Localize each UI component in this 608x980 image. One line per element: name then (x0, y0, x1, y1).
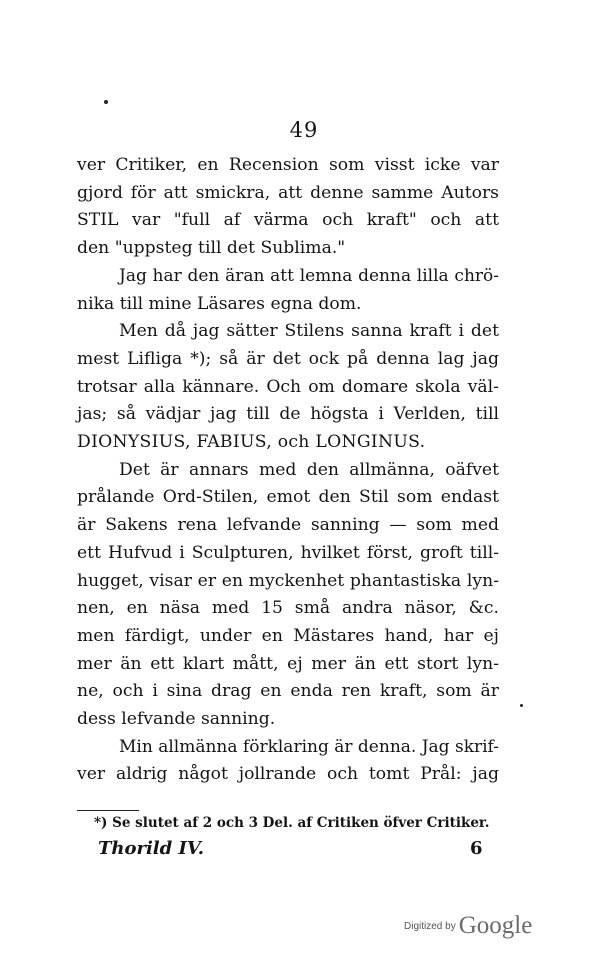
text-line: trotsar alla kännare. Och om domare skola väl- (77, 376, 499, 397)
signature-mark: Thorild IV. (98, 838, 205, 859)
footnote: *) Se slutet af 2 och 3 Del. af Critiken öfver Critiker. (94, 815, 490, 831)
text-line: ver aldrig något jollrande och tomt Prål: jag (77, 764, 499, 785)
text-line: den "uppsteg till det Sublima." (77, 238, 346, 259)
paragraph (77, 318, 499, 457)
text-line: gjord för att smickra, att denne samme Autors (77, 182, 499, 203)
text-line: mer än ett klart mått, ej mer än ett stort lyn- (77, 653, 499, 674)
text-line: prålande Ord-Stilen, emot den Stil som endast (77, 487, 499, 508)
text-line: nika till mine Läsares egna dom. (77, 293, 362, 314)
text-line: ne, och i sina drag en enda ren kraft, som är (77, 681, 499, 702)
gathering-mark: 6 (470, 838, 483, 859)
paragraph (77, 457, 499, 734)
body-text (77, 152, 499, 789)
paragraph (77, 734, 499, 789)
text-line: Men då jag sätter Stilens sanna kraft i det (119, 321, 499, 342)
text-line: Jag har den äran att lemna denna lilla chrö- (119, 265, 499, 286)
text-line: nen, en näsa med 15 små andra näsor, &c. (77, 598, 499, 619)
ink-speck (520, 704, 523, 707)
text-line: dess lefvande sanning. (77, 709, 276, 730)
text-line: DIONYSIUS, FABIUS, och LONGINUS. (77, 432, 426, 453)
text-line: men färdigt, under en Mästares hand, har ej (77, 625, 499, 646)
text-line: ver Critiker, en Recension som visst icke var (77, 155, 499, 175)
text-line: mest Lifliga *); så är det ock på denna lag jag (77, 348, 499, 369)
text-line: Min allmänna förklaring är denna. Jag skrif- (119, 736, 499, 757)
text-line: ett Hufvud i Sculpturen, hvilket först, groft till- (77, 542, 499, 563)
paragraph (77, 152, 499, 263)
text-line: Det är annars med den allmänna, oäfvet (119, 459, 499, 480)
page-number: 49 (289, 118, 319, 142)
ink-speck (104, 100, 108, 104)
google-logo: Google (458, 912, 533, 939)
digitized-label: Digitized by (404, 921, 456, 932)
digitized-by-watermark (404, 912, 532, 940)
text-line: STIL var "full af värma och kraft" och att (77, 210, 499, 231)
footnote-rule (77, 810, 139, 811)
text-line: är Sakens rena lefvande sanning — som med (77, 515, 499, 536)
text-line: hugget, visar er en myckenhet phantastiska lyn- (77, 570, 499, 591)
paragraph (77, 263, 499, 318)
text-line: jas; så vädjar jag till de högsta i Verlden, till (77, 404, 499, 425)
